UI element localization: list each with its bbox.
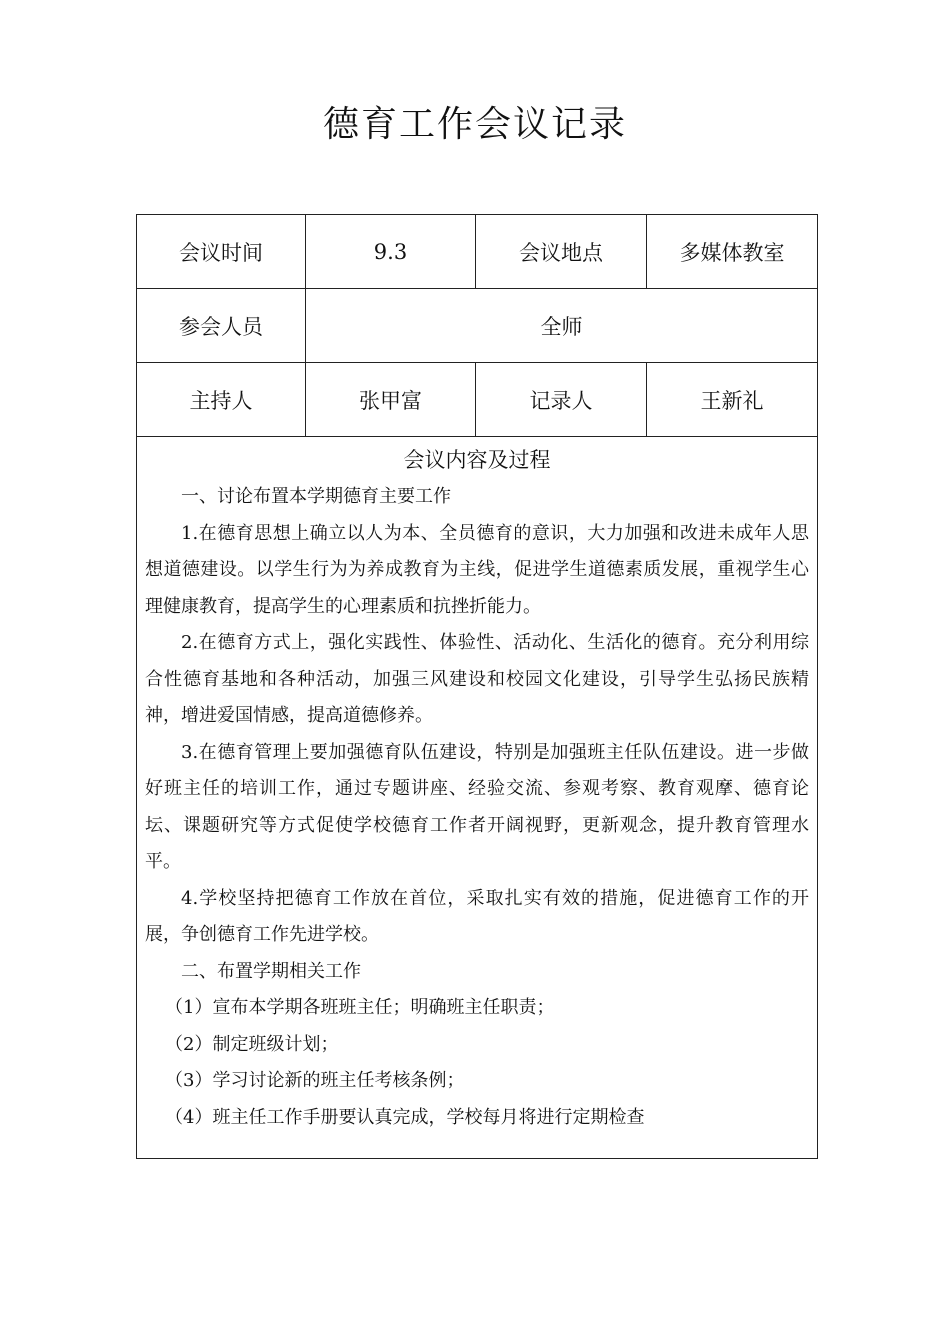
meeting-place-label: 会议地点 xyxy=(476,215,647,289)
paragraph-3: 3.在德育管理上要加强德育队伍建设，特别是加强班主任队伍建设。进一步做好班主任的培训工作，通过专题讲座、经验交流、参观考察、教育观摩、德育论坛、课题研究等方式促使学校德育工作者开阔视野，更新观念，提升教育管理水平。 xyxy=(145,741,809,872)
host-label: 主持人 xyxy=(137,363,306,437)
paragraph-2: 2.在德育方式上，强化实践性、体验性、活动化、生活化的德育。充分利用综合性德育基地和各种活动，加强三风建设和校园文化建设，引导学生弘扬民族精神，增进爱国情感，提高道德修养。 xyxy=(145,632,809,726)
content-body xyxy=(137,479,817,1136)
host-recorder-row xyxy=(137,363,818,437)
host-value: 张甲富 xyxy=(306,363,476,437)
content-heading: 会议内容及过程 xyxy=(403,448,551,472)
content-row xyxy=(137,437,818,1159)
page-title: 德育工作会议记录 xyxy=(322,104,627,145)
meeting-info-row xyxy=(137,215,818,289)
paragraph-4: 4.学校坚持把德育工作放在首位，采取扎实有效的措施，促进德育工作的开展，争创德育工作先进学校。 xyxy=(145,887,809,945)
recorder-value: 王新礼 xyxy=(647,363,818,437)
meeting-place-value: 多媒体教室 xyxy=(647,215,818,289)
recorder-label: 记录人 xyxy=(476,363,647,437)
section-2-title: 二、布置学期相关工作 xyxy=(181,960,361,982)
attendees-row xyxy=(137,289,818,363)
meeting-time-value: 9.3 xyxy=(306,215,476,289)
list-item: （1）宣布本学期各班班主任；明确班主任职责； xyxy=(165,997,555,1018)
section-1-title: 一、讨论布置本学期德育主要工作 xyxy=(181,486,451,507)
attendees-value: 全师 xyxy=(306,289,818,363)
meeting-record-table xyxy=(136,214,818,1159)
meeting-content-cell xyxy=(137,437,818,1159)
meeting-time-label: 会议时间 xyxy=(137,215,306,289)
list-item: （4）班主任工作手册要认真完成，学校每月将进行定期检查 xyxy=(165,1106,645,1128)
attendees-label: 参会人员 xyxy=(137,289,306,363)
list-item: （2）制定班级计划； xyxy=(165,1033,339,1055)
paragraph-1: 1.在德育思想上确立以人为本、全员德育的意识，大力加强和改进未成年人思想道德建设。以学生行为为养成教育为主线，促进学生道德素质发展，重视学生心理健康教育，提高学生的心理素质和抗挫折能力。 xyxy=(145,522,809,617)
list-item: （3）学习讨论新的班主任考核条例； xyxy=(165,1070,465,1091)
